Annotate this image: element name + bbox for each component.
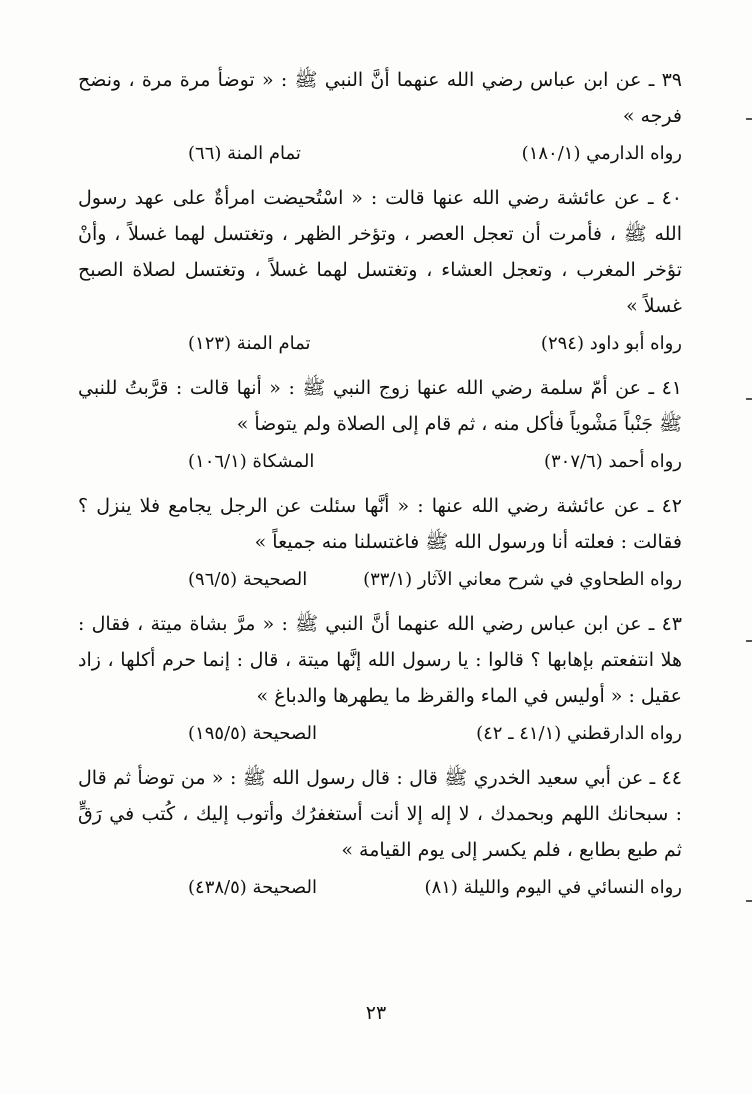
source-reference: رواه أحمد (٣٠٧/٦) [543, 451, 682, 472]
source-reference: رواه الطحاوي في شرح معاني الآثار (٣٣/١) [363, 569, 682, 590]
source-line [78, 444, 682, 480]
hadith-text: ٤١ ـ عن أمّ سلمة رضي الله عنها زوج النبي ﷺ : « أنها قالت : قرَّبتُ للنبي ﷺ جَنْباً مَشْوياً فأكل منه ، ثم قام إلى الصلاة ولم يتوضأ » [78, 377, 682, 435]
hadith-entry-39 [78, 62, 682, 172]
hadith-text: ٤٢ ـ عن عائشة رضي الله عنها : « أنَّها سئلت عن الرجل يجامع فلا ينزل ؟ فقالت : فعلته أنا ورسول الله ﷺ فاغتسلنا منه جميعاً » [78, 495, 682, 553]
source-line [78, 870, 682, 906]
page-content [78, 62, 682, 914]
margin-mark [746, 900, 752, 902]
hadith-entry-41 [78, 370, 682, 480]
page-number: ٢٣ [365, 1002, 387, 1024]
source-line [78, 716, 682, 752]
source-line [78, 326, 682, 362]
hadith-text: ٣٩ ـ عن ابن عباس رضي الله عنهما أنَّ النبي ﷺ : « توضأ مرة مرة ، ونضح فرجه » [78, 69, 682, 127]
grading-reference: تمام المنة (٦٦) [188, 143, 301, 164]
hadith-entry-40 [78, 180, 682, 362]
grading-reference: الصحيحة (٩٦/٥) [188, 569, 308, 590]
source-reference: رواه النسائي في اليوم والليلة (٨١) [424, 877, 682, 898]
margin-mark [746, 640, 752, 642]
hadith-text: ٤٤ ـ عن أبي سعيد الخدري ﷺ قال : قال رسول الله ﷺ : « من توضأ ثم قال : سبحانك اللهم وبحمدك ، لا إله إلا أنت أستغفرُك وأتوب إليك ، كُتب في رَقٍّ ثم طبع بطابع ، فلم يكسر إلى يوم القيامة » [78, 767, 682, 861]
grading-reference: تمام المنة (١٢٣) [188, 333, 311, 354]
margin-mark [746, 118, 752, 120]
source-reference: رواه الدارمي (١٨٠/١) [521, 143, 682, 164]
grading-reference: المشكاة (١٠٦/١) [188, 451, 315, 472]
source-reference: رواه أبو داود (٢٩٤) [540, 333, 682, 354]
hadith-text: ٤٠ ـ عن عائشة رضي الله عنها قالت : « اسْتُحيضت امرأةٌ على عهد رسول الله ﷺ ، فأمرت أن تعجل العصر ، وتؤخر الظهر ، وتغتسل لهما غسلاً ، وأنْ تؤخر المغرب ، وتعجل العشاء ، وتغتسل لهما غسلاً ، وتغتسل لصلاة الصبح غسلاً » [78, 187, 682, 317]
hadith-text: ٤٣ ـ عن ابن عباس رضي الله عنهما أنَّ النبي ﷺ : « مرَّ بشاة ميتة ، فقال : هلا انتفعتم بإهابها ؟ قالوا : يا رسول الله إنَّها ميتة ، قال : إنما حرم أكلها ، زاد عقيل : « أوليس في الماء والقرظ ما يطهرها والدباغ » [78, 613, 682, 707]
margin-mark [746, 398, 752, 400]
hadith-entry-44 [78, 760, 682, 906]
hadith-entry-42 [78, 488, 682, 598]
source-line [78, 562, 682, 598]
grading-reference: الصحيحة (٤٣٨/٥) [188, 877, 317, 898]
hadith-entry-43 [78, 606, 682, 752]
source-reference: رواه الدارقطني (٤١/١ ـ ٤٢) [476, 723, 682, 744]
grading-reference: الصحيحة (١٩٥/٥) [188, 723, 317, 744]
source-line [78, 136, 682, 172]
